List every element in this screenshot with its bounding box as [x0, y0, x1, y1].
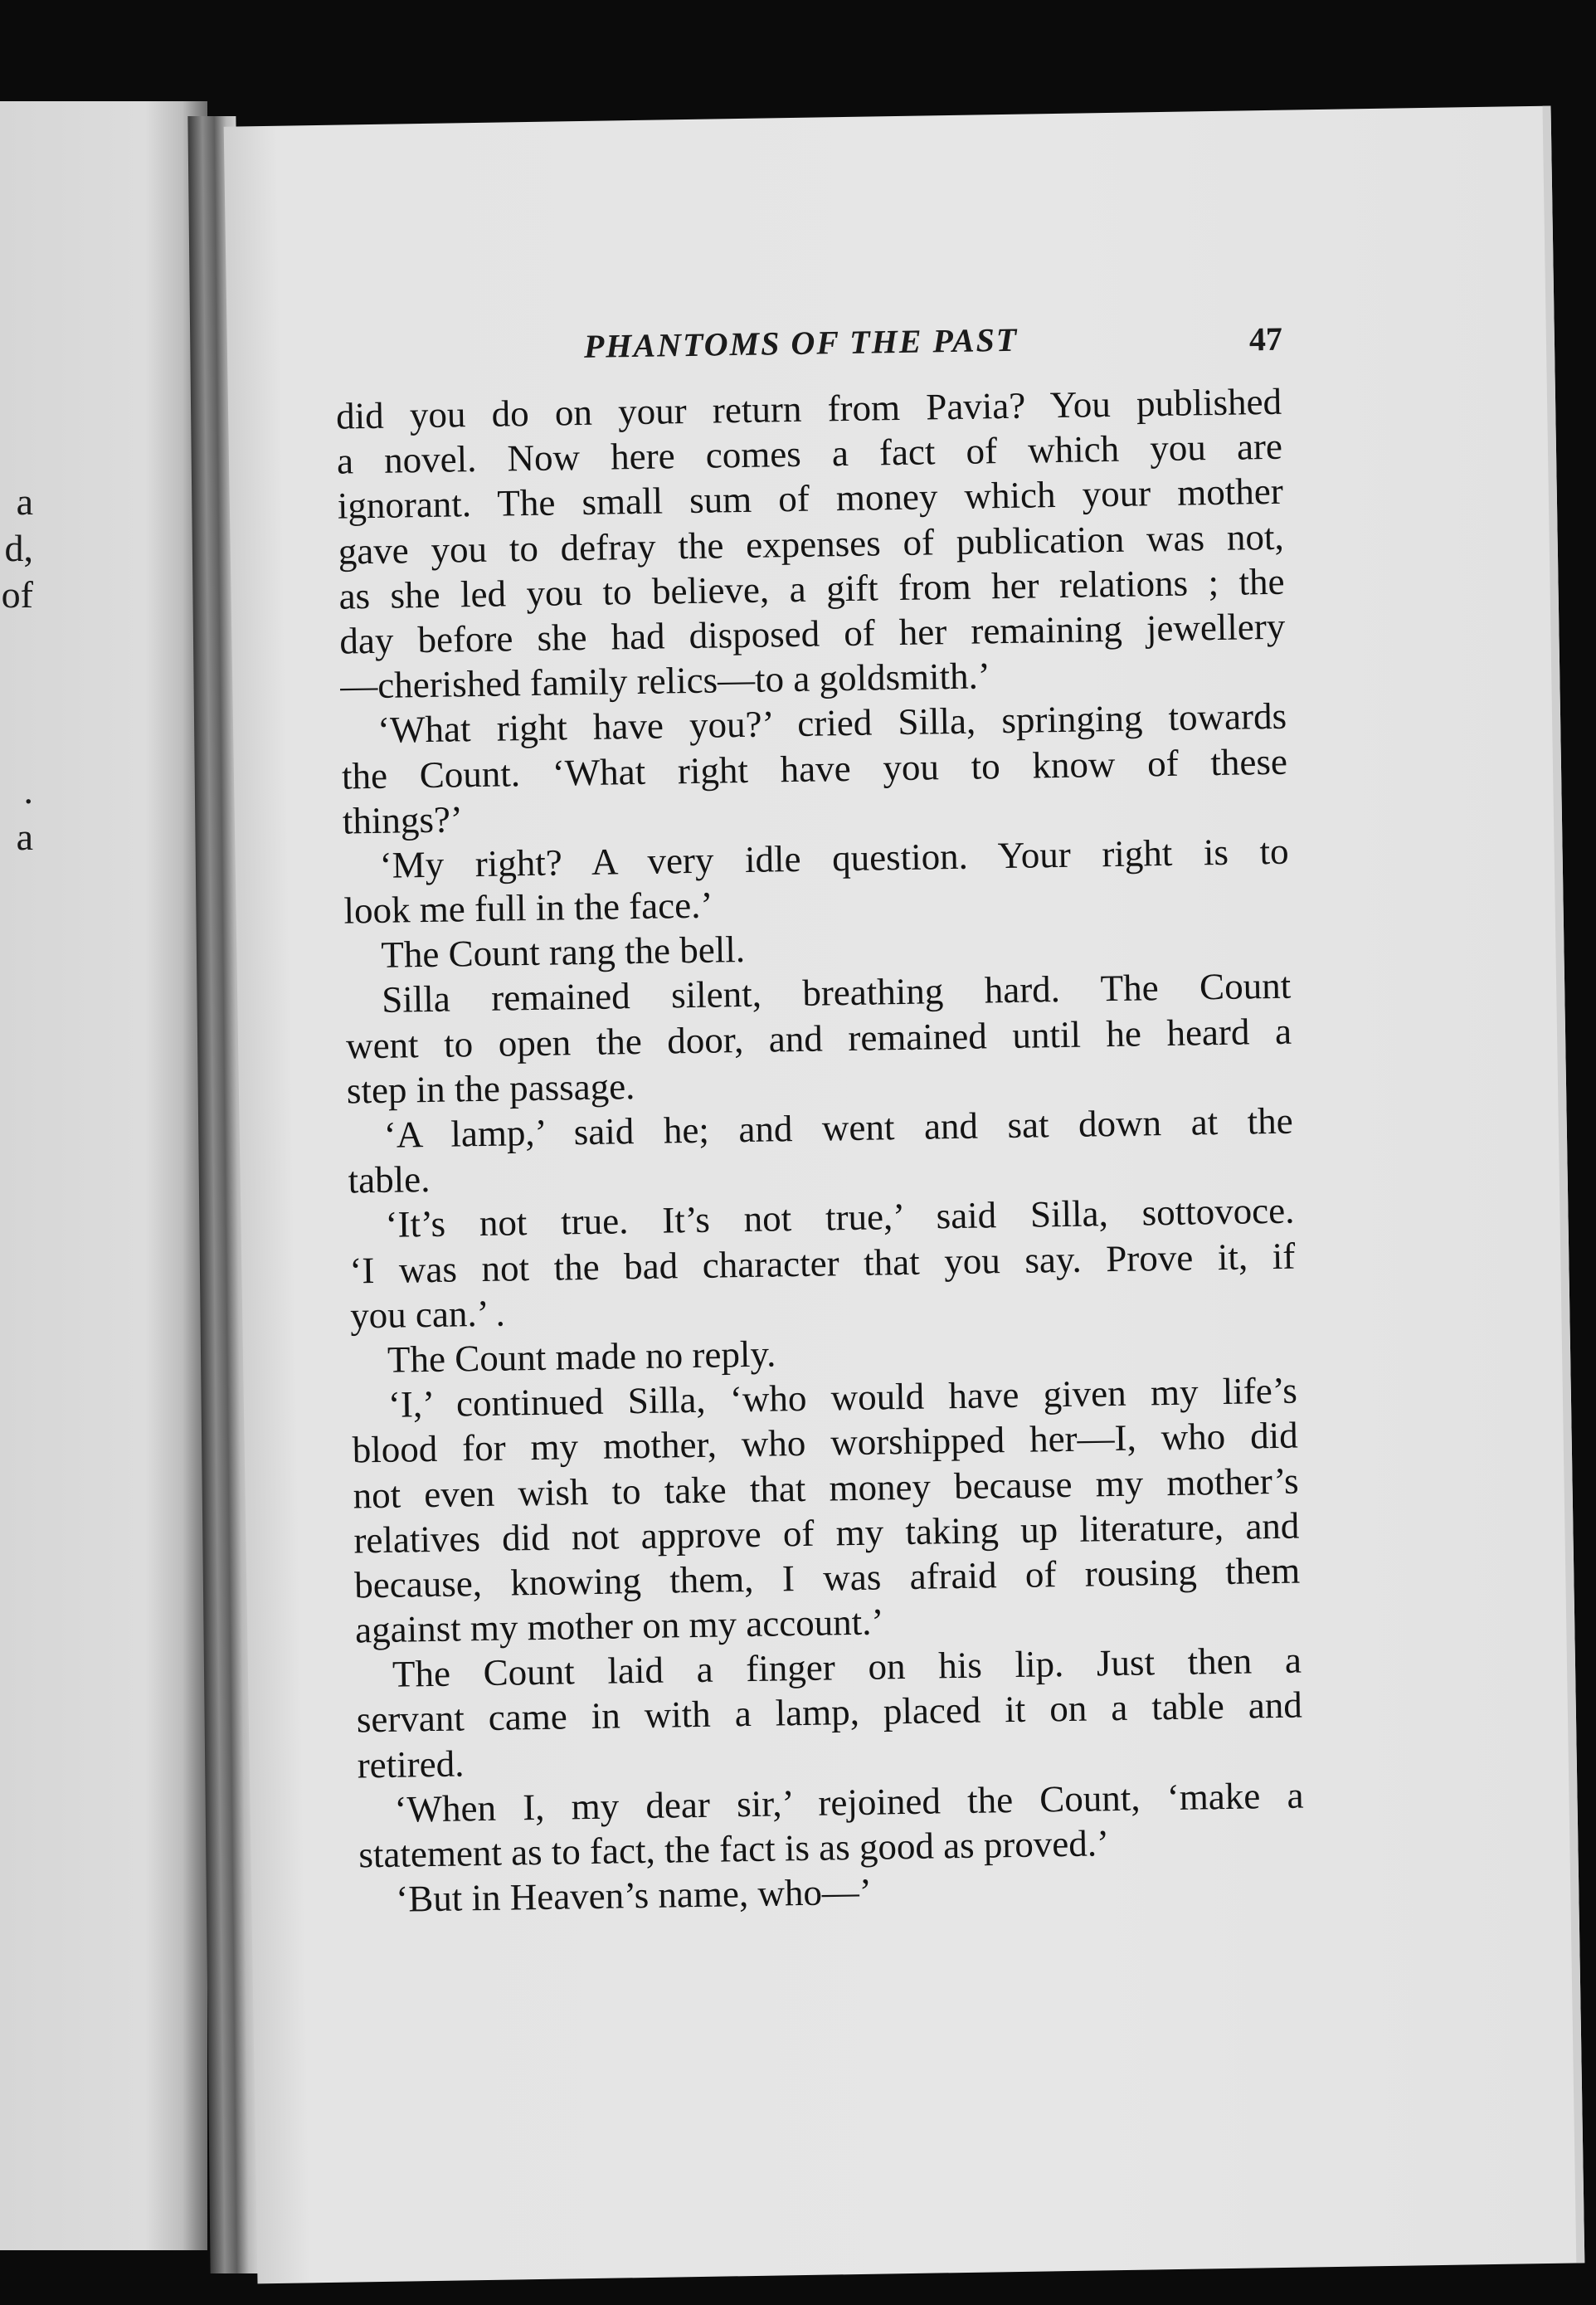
text-line: The Count laid a finger on his lip. Just then a [392, 1639, 1302, 1696]
text-line: table. [348, 1158, 431, 1201]
text-line: step in the passage. [346, 1065, 635, 1112]
text-line: blood for my mother, who worshipped her—I, who did [352, 1414, 1299, 1471]
text-line: ‘What right have you?’ cried Silla, springing towards [377, 695, 1287, 752]
text-line: you can.’ . [349, 1292, 506, 1337]
left-fragment: a [16, 816, 33, 858]
text-line: ‘My right? A very idle question. Your right is to [379, 830, 1289, 886]
text-line: retired. [357, 1742, 465, 1786]
text-line: servant came in with a lamp, placed it on a table and [356, 1684, 1303, 1741]
page-header [227, 312, 1555, 383]
left-fragment: . [23, 769, 33, 811]
text-line: not even wish to take that money because my mother’s [353, 1460, 1299, 1516]
text-line: day before she had disposed of her remaining jewellery [339, 605, 1286, 662]
text-line: a novel. Now here comes a fact of which you are [336, 425, 1283, 482]
left-fragment: d, [4, 527, 33, 569]
text-line: The Count rang the bell. [380, 928, 746, 977]
text-line: ‘It’s not true. It’s not true,’ said Silla, sottovoce. [385, 1189, 1295, 1246]
text-line: ‘I was not the bad character that you say. Prove it, if [348, 1235, 1296, 1292]
text-line: went to open the door, and remained until he heard a [345, 1010, 1292, 1067]
right-page [224, 106, 1585, 2284]
text-line: ‘But in Heaven’s name, who—’ [395, 1870, 873, 1920]
text-line: as she led you to believe, a gift from her relations ; the [338, 560, 1285, 617]
text-line: ‘When I, my dear sir,’ rejoined the Count, ‘make a [394, 1774, 1304, 1830]
left-page-text-fragments [0, 479, 33, 860]
text-line: the Count. ‘What right have you to know of these [341, 740, 1288, 797]
text-line: ‘I,’ continued Silla, ‘who would have given my life’s [387, 1369, 1298, 1425]
text-line: relatives did not approve of my taking up literature, and [353, 1504, 1300, 1562]
text-line: ‘A lamp,’ said he; and went and sat down at the [383, 1099, 1294, 1156]
text-line: —cherished family relics—to a goldsmith.’ [339, 655, 991, 707]
running-head: PHANTOMS OF THE PAST [583, 320, 1019, 365]
text-line: gave you to defray the expenses of publication was not, [338, 515, 1284, 573]
text-line: things?’ [342, 797, 464, 842]
text-line: statement as to fact, the fact is as good as proved.’ [358, 1822, 1110, 1876]
text-line: ignorant. The small sum of money which your mother [337, 470, 1284, 527]
left-fragment-gap [0, 618, 33, 768]
left-fragment: of [1, 573, 33, 616]
text-line: against my mother on my account.’ [354, 1601, 884, 1651]
page-edge [1542, 106, 1584, 2264]
text-line: Silla remained silent, breathing hard. The Count [381, 965, 1292, 1021]
text-line: The Count made no reply. [387, 1333, 776, 1381]
page-number: 47 [1248, 319, 1283, 358]
body-text [336, 379, 1306, 1922]
text-line: did you do on your return from Pavia? You published [335, 380, 1282, 437]
left-fragment: a [16, 480, 33, 523]
text-line: look me full in the face.’ [343, 884, 713, 932]
text-line: because, knowing them, I was afraid of rousing them [353, 1549, 1301, 1606]
left-page [0, 101, 207, 2250]
